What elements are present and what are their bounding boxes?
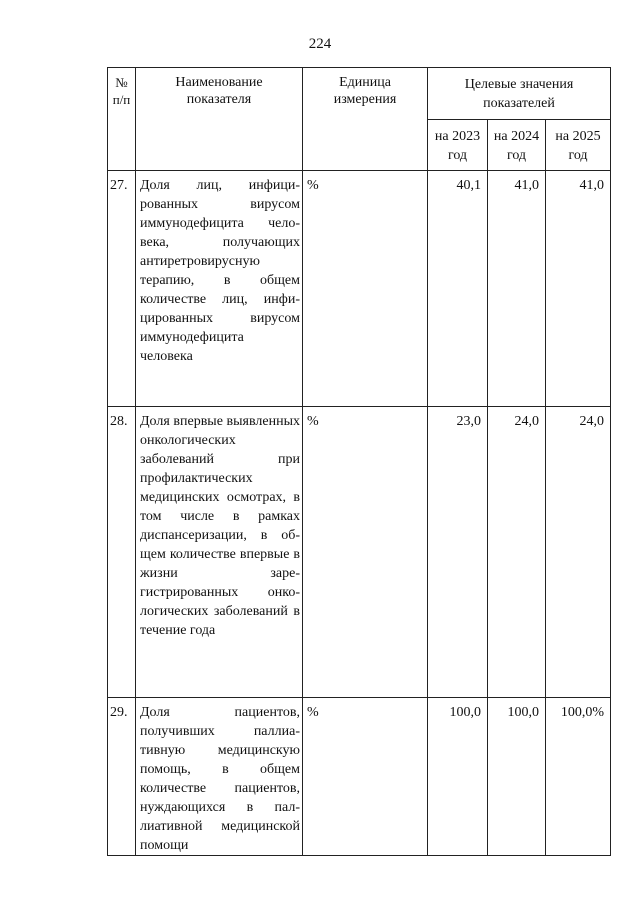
header-year-2025: на 2025 год <box>546 120 611 171</box>
header-name: Наименование показателя <box>136 68 303 171</box>
unit-cell: % <box>303 407 428 698</box>
indicators-table <box>107 67 611 856</box>
row-number: 29. <box>108 698 136 856</box>
indicator-name: Доля лиц, инфицированных вирусом иммунодефицита человека, получающих антиретровирусную терапию, в общем количестве лиц, инфицированных вирусом иммунодефицита человека <box>136 171 303 407</box>
value-2023: 100,0 <box>428 698 488 856</box>
indicator-name: Доля впервые выявленных онкологических заболеваний при профилактических медицинских осмотрах, в том числе в рамках диспансеризации, в общем количестве впервые в жизни зарегистрированных онкологических заболеваний в течение года <box>136 407 303 698</box>
value-2024: 100,0 <box>488 698 546 856</box>
row-number: 28. <box>108 407 136 698</box>
table-row <box>108 171 611 407</box>
indicator-name: Доля пациентов, получивших паллиативную медицинскую помощь, в общем количестве пациентов, нуждающихся в паллиативной медицинской помощи <box>136 698 303 856</box>
table-row <box>108 407 611 698</box>
unit-cell: % <box>303 698 428 856</box>
value-2024: 41,0 <box>488 171 546 407</box>
value-2025: 100,0% <box>546 698 611 856</box>
header-year-2023: на 2023 год <box>428 120 488 171</box>
value-2025: 24,0 <box>546 407 611 698</box>
page-number: 224 <box>308 36 332 52</box>
value-2025: 41,0 <box>546 171 611 407</box>
header-number: № п/п <box>108 68 136 171</box>
row-number: 27. <box>108 171 136 407</box>
header-target-values: Целевые значения показателей <box>428 68 611 120</box>
value-2023: 23,0 <box>428 407 488 698</box>
value-2024: 24,0 <box>488 407 546 698</box>
table-row <box>108 698 611 856</box>
header-year-2024: на 2024 год <box>488 120 546 171</box>
unit-cell: % <box>303 171 428 407</box>
header-row-top <box>108 68 611 120</box>
value-2023: 40,1 <box>428 171 488 407</box>
header-unit: Единица измерения <box>303 68 428 171</box>
